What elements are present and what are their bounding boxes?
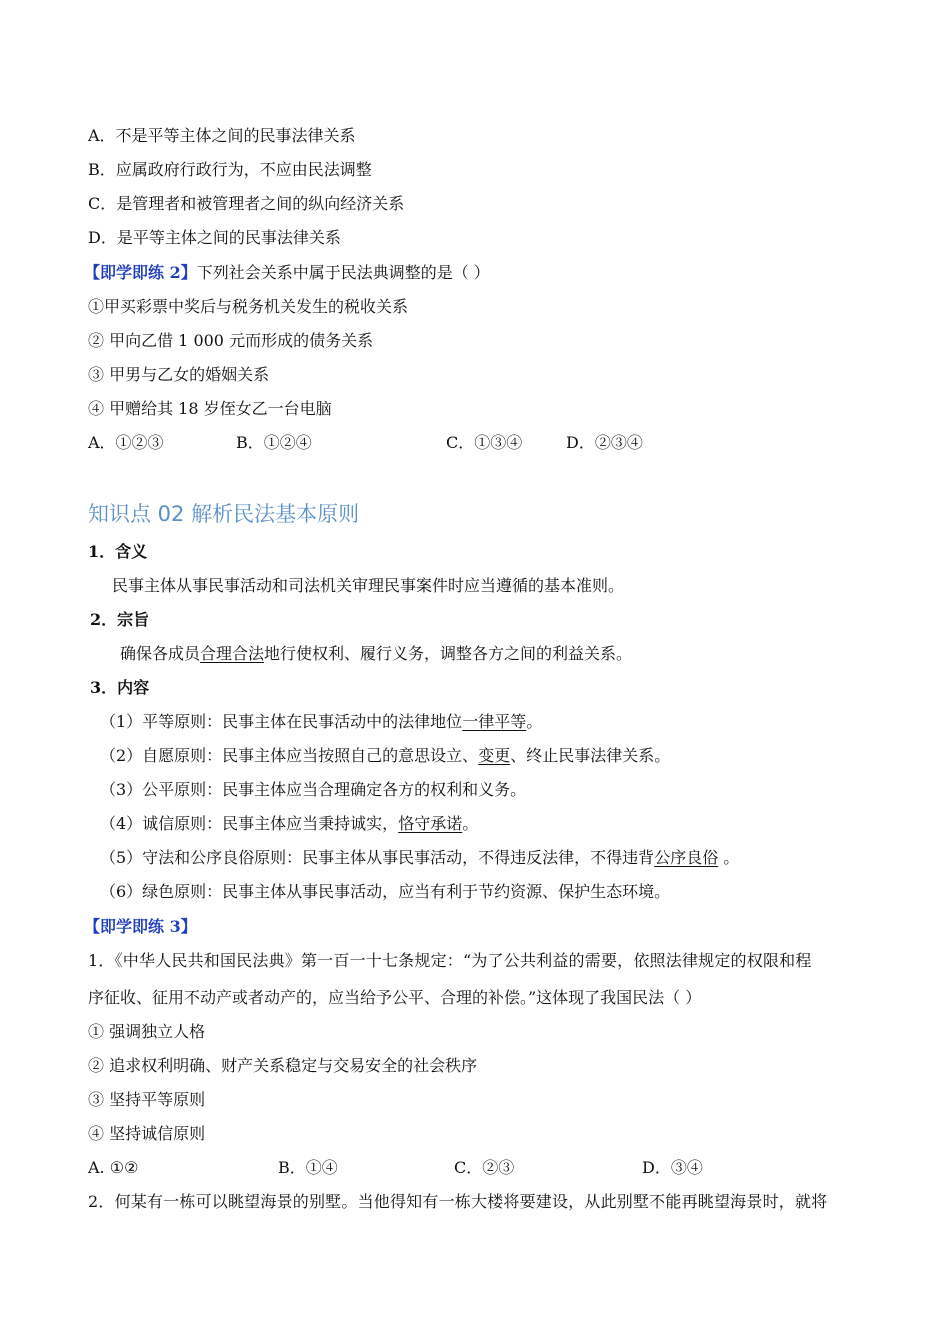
practice-2-question (84, 263, 490, 283)
purpose-text (120, 644, 632, 664)
practice-3-item-1: ① 强调独立人格 (88, 1022, 206, 1041)
principle-fairness: （3）公平原则：民事主体应当合理确定各方的权利和义务。 (100, 780, 527, 799)
practice-3-item-3: ③ 坚持平等原则 (88, 1090, 206, 1109)
practice-2-stem: 下列社会关系中属于民法典调整的是（ ） (196, 263, 490, 282)
practice-3-choice-b: B．①④ (278, 1158, 338, 1177)
q1-option-d: D．是平等主体之间的民事法律关系 (88, 228, 341, 247)
purpose-text-post: 地行使权利、履行义务，调整各方之间的利益关系。 (264, 644, 633, 663)
principle-green: （6）绿色原则：民事主体从事民事活动，应当有利于节约资源、保护生态环境。 (100, 882, 671, 901)
principle-public-order (100, 848, 739, 868)
principle-good-faith (100, 814, 478, 834)
subsection-title-purpose: 2．宗旨 (90, 610, 150, 629)
practice-3-item-4: ④ 坚持诚信原则 (88, 1124, 206, 1143)
practice-2-item-1: ①甲买彩票中奖后与税务机关发生的税收关系 (88, 297, 409, 316)
practice-3-choice-c: C．②③ (454, 1158, 515, 1177)
meaning-text: 民事主体从事民事活动和司法机关审理民事案件时应当遵循的基本准则。 (112, 576, 625, 595)
practice-2-choice-d: D．②③④ (566, 433, 643, 452)
subsection-title-meaning: 1．含义 (88, 542, 148, 561)
purpose-underlined: 合理合法 (200, 644, 265, 663)
practice-2-choice-c: C．①③④ (446, 433, 523, 452)
principle-public-order-underlined: 公序良俗 (654, 848, 719, 867)
practice-3-choice-d: D．③④ (642, 1158, 703, 1177)
practice-2-item-4: ④ 甲赠给其 18 岁侄女乙一台电脑 (88, 399, 332, 418)
q1-option-a: A．不是平等主体之间的民事法律关系 (88, 126, 356, 145)
practice-3-choice-a: A. ①② (88, 1158, 139, 1177)
practice-3-item-2: ② 追求权利明确、财产关系稳定与交易安全的社会秩序 (88, 1056, 478, 1075)
principle-good-faith-post: 。 (462, 814, 479, 833)
practice-3-tag: 【即学即练 3】 (84, 917, 197, 936)
principle-good-faith-pre: （4）诚信原则：民事主体应当秉持诚实， (100, 814, 399, 833)
principle-equality-post: 。 (526, 712, 543, 731)
principle-voluntary-pre: （2）自愿原则：民事主体应当按照自己的意思设立、 (100, 746, 479, 765)
practice-3-q1-line-2: 序征收、征用不动产或者动产的，应当给予公平、合理的补偿。”这体现了我国民法（ ） (88, 988, 702, 1007)
practice-2-choice-a: A．①②③ (88, 433, 164, 452)
principle-equality-underlined: 一律平等 (462, 712, 527, 731)
principle-public-order-pre: （5）守法和公序良俗原则：民事主体从事民事活动，不得违反法律，不得违背 (100, 848, 655, 867)
practice-2-item-2: ② 甲向乙借 1 000 元而形成的债务关系 (88, 331, 374, 350)
practice-3-q1-line-1: 1．《中华人民共和国民法典》第一百一十七条规定：“为了公共利益的需要，依照法律规定的权限和程 (88, 951, 812, 970)
principle-voluntary-post: 、终止民事法律关系。 (510, 746, 671, 765)
principle-voluntary (100, 746, 670, 766)
principle-public-order-post: 。 (718, 848, 740, 867)
purpose-text-pre: 确保各成员 (120, 644, 201, 663)
principle-good-faith-underlined: 恪守承诺 (398, 814, 463, 833)
principle-equality-pre: （1）平等原则：民事主体在民事活动中的法律地位 (100, 712, 463, 731)
principle-equality (100, 712, 542, 732)
subsection-title-content: 3．内容 (90, 678, 150, 697)
practice-2-item-3: ③ 甲男与乙女的婚姻关系 (88, 365, 270, 384)
q1-option-c: C．是管理者和被管理者之间的纵向经济关系 (88, 194, 405, 213)
principle-voluntary-underlined: 变更 (478, 746, 511, 765)
practice-3-q2-line-1: 2．何某有一栋可以眺望海景的别墅。当他得知有一栋大楼将要建设，从此别墅不能再眺望海景时，就将 (88, 1192, 828, 1211)
section-heading: 知识点 02 解析民法基本原则 (88, 502, 360, 526)
q1-option-b: B．应属政府行政行为，不应由民法调整 (88, 160, 372, 179)
practice-2-tag: 【即学即练 2】 (84, 263, 197, 282)
practice-2-choice-b: B．①②④ (236, 433, 312, 452)
